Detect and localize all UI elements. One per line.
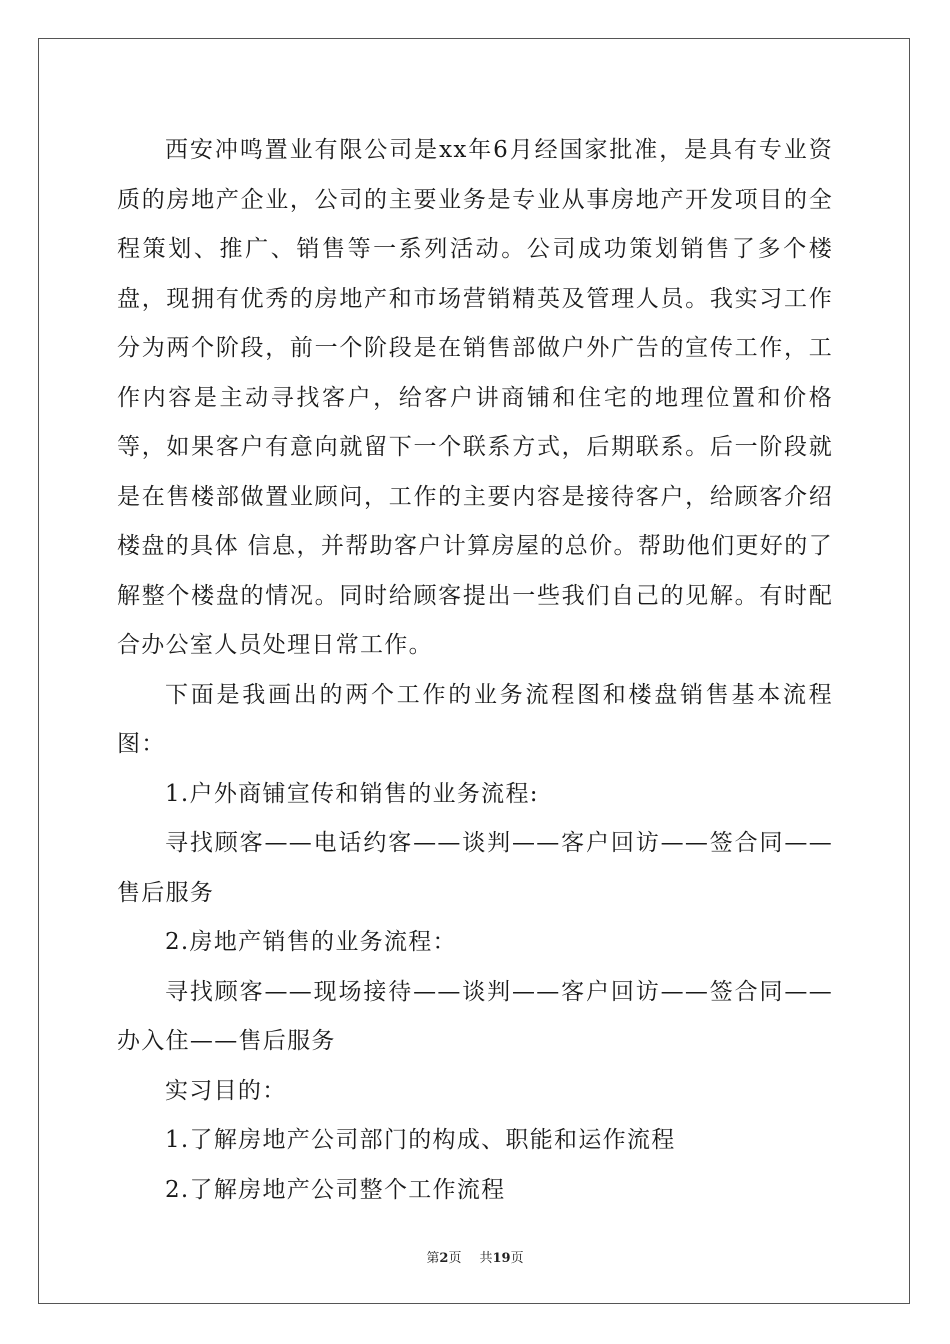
paragraph-company-intro: 西安冲鸣置业有限公司是xx年6月经国家批准，是具有专业资质的房地产企业，公司的主要业务是专业从事房地产开发项目的全程策划、推广、销售等一系列活动。公司成功策划销售了多个楼盘，现拥有优秀的房地产和市场营销精英及管理人员。我实习工作分为两个阶段，前一个阶段是在销售部做户外广告的宣传工作，工作内容是主动寻找客户，给客户讲商铺和住宅的地理位置和价格等，如果客户有意向就留下一个联系方式，后期联系。后一阶段就是在售楼部做置业顾问，工作的主要内容是接待客户，给顾客介绍楼盘的具体 信息，并帮助客户计算房屋的总价。帮助他们更好的了解整个楼盘的情况。同时给顾客提出一些我们自己的见解。有时配合办公室人员处理日常工作。: [117, 137, 833, 658]
paragraph-heading-outdoor-flow: 1.户外商铺宣传和销售的业务流程:: [165, 780, 539, 807]
footer-total-pages: 19: [492, 1251, 511, 1266]
footer-page-prefix: 第: [426, 1251, 440, 1266]
paragraph-outdoor-flow-steps: 寻找顾客——电话约客——谈判——客户回访——签合同——售后服务: [117, 830, 833, 906]
paragraph-heading-purpose: 实习目的：: [165, 1077, 287, 1104]
paragraph-purpose-1: 1.了解房地产公司部门的构成、职能和运作流程: [165, 1127, 676, 1153]
footer-total-prefix: 共: [479, 1251, 493, 1266]
paragraph-purpose-2: 2.了解房地产公司整个工作流程: [165, 1176, 506, 1203]
paragraph-sales-flow-steps: 寻找顾客——现场接待——谈判——客户回访——签合同——办入住——售后服务: [117, 978, 833, 1054]
footer-total-suffix: 页: [510, 1251, 524, 1266]
footer-page-suffix: 页: [448, 1251, 462, 1266]
paragraph-heading-sales-flow: 2.房地产销售的业务流程：: [165, 929, 457, 955]
document-body: [117, 126, 833, 1215]
paragraph-flowchart-intro: 下面是我画出的两个工作的业务流程图和楼盘销售基本流程图：: [117, 681, 833, 757]
page-footer: [0, 1247, 950, 1266]
footer-page-number: 2: [439, 1251, 449, 1266]
